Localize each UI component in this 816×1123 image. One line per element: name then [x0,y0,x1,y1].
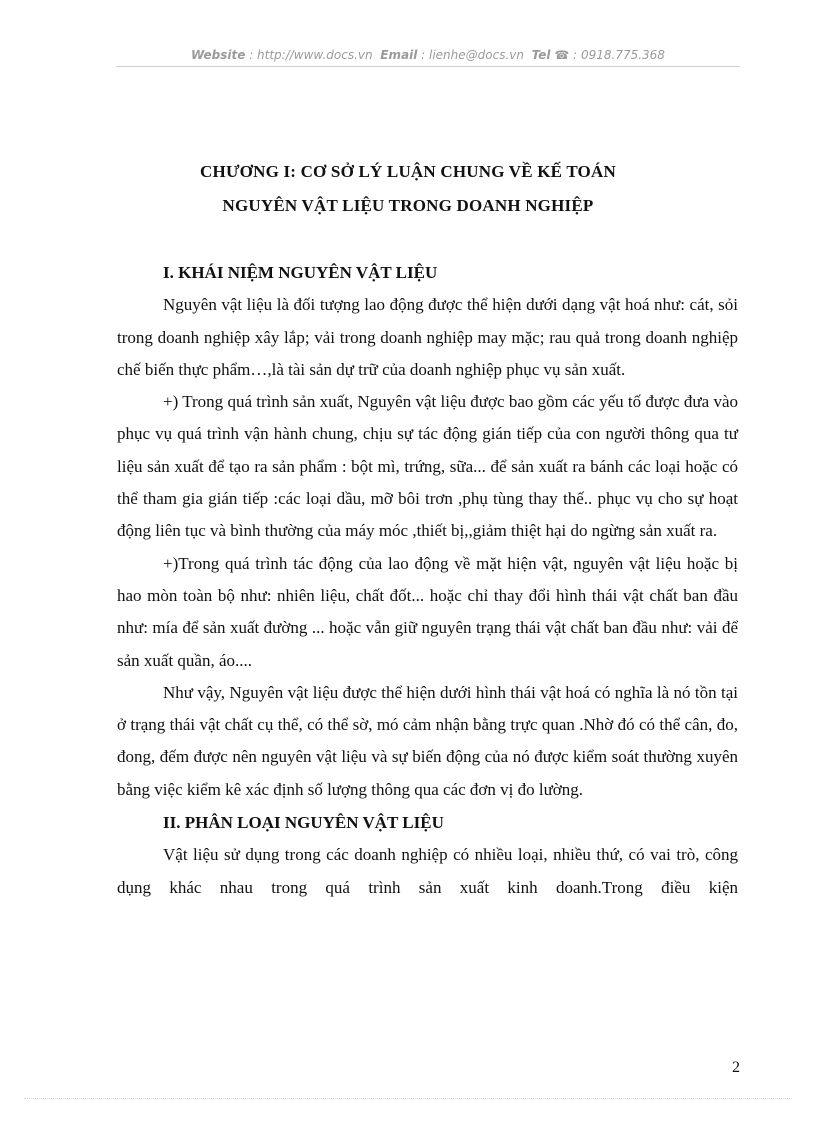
paragraph: +) Trong quá trình sản xuất, Nguyên vật liệu được bao gồm các yếu tố được đưa vào phục vụ quá trình vận hành chung, chịu sự tác động gián tiếp của con người thông qua tư liệu sản xuất để tạo ra sản phẩm : bột mì, trứng, sữa... để sản xuất ra bánh các loại hoặc có thể tham gia gián tiếp :các loại dầu, mỡ bôi trơn ,phụ tùng thay thế.. phục vụ cho sự hoạt động liên tục và bình thường của máy móc ,thiết bị,,giảm thiệt hại do ngừng sản xuất ra. [117,392,738,541]
section-1-heading: I. KHÁI NIỆM NGUYÊN VẬT LIỆU [163,263,438,282]
email-value: : lienhe@docs.vn [421,48,524,62]
document-body [117,257,738,904]
chapter-title-line-2: NGUYÊN VẬT LIỆU TRONG DOANH NGHIỆP [222,196,594,215]
website-value: : http://www.docs.vn [249,48,373,62]
paragraph: Vật liệu sử dụng trong các doanh nghiệp có nhiều loại, nhiều thứ, có vai trò, công dụng khác nhau trong quá trình sản xuất kinh doanh.Trong điều kiện [117,845,738,897]
tel-value: ☎ : 0918.775.368 [554,48,665,62]
section-2-heading: II. PHÂN LOẠI NGUYÊN VẬT LIỆU [163,813,444,833]
website-label: Website [191,48,246,62]
email-label: Email [380,48,418,62]
footer-divider [24,1098,792,1099]
chapter-title-line-1: CHƯƠNG I: CƠ SỞ LÝ LUẬN CHUNG VỀ KẾ TOÁN [200,162,616,181]
page-header [116,48,740,62]
tel-label: Tel [531,48,551,62]
paragraph: +)Trong quá trình tác động của lao động về mặt hiện vật, nguyên vật liệu hoặc bị hao mòn toàn bộ như: nhiên liệu, chất đốt... hoặc chỉ thay đổi hình thái vật chất ban đầu như: mía để sản xuất đường ... hoặc vẫn giữ nguyên trạng thái vật chất ban đầu như: vải để sản xuất quần, áo.... [117,553,738,670]
paragraph: Nguyên vật liệu là đối tượng lao động được thể hiện dưới dạng vật hoá như: cát, sỏi trong doanh nghiệp xây lắp; vải trong doanh nghiệp may mặc; rau quả trong doanh nghiệp chế biến thực phẩm…,là tài sản dự trữ của doanh nghiệp phục vụ sản xuất. [117,295,738,379]
page-number: 2 [732,1059,740,1076]
header-divider [116,66,740,67]
paragraph: Như vậy, Nguyên vật liệu được thể hiện dưới hình thái vật hoá có nghĩa là nó tồn tại ở trạng thái vật chất cụ thể, có thể sờ, mó cảm nhận bằng trực quan .Nhờ đó có thể cân, đo, đong, đếm được nên nguyên vật liệu và sự biến động của nó được kiểm soát thường xuyên bằng việc kiểm kê xác định số lượng thông qua các đơn vị đo lường. [117,682,738,799]
